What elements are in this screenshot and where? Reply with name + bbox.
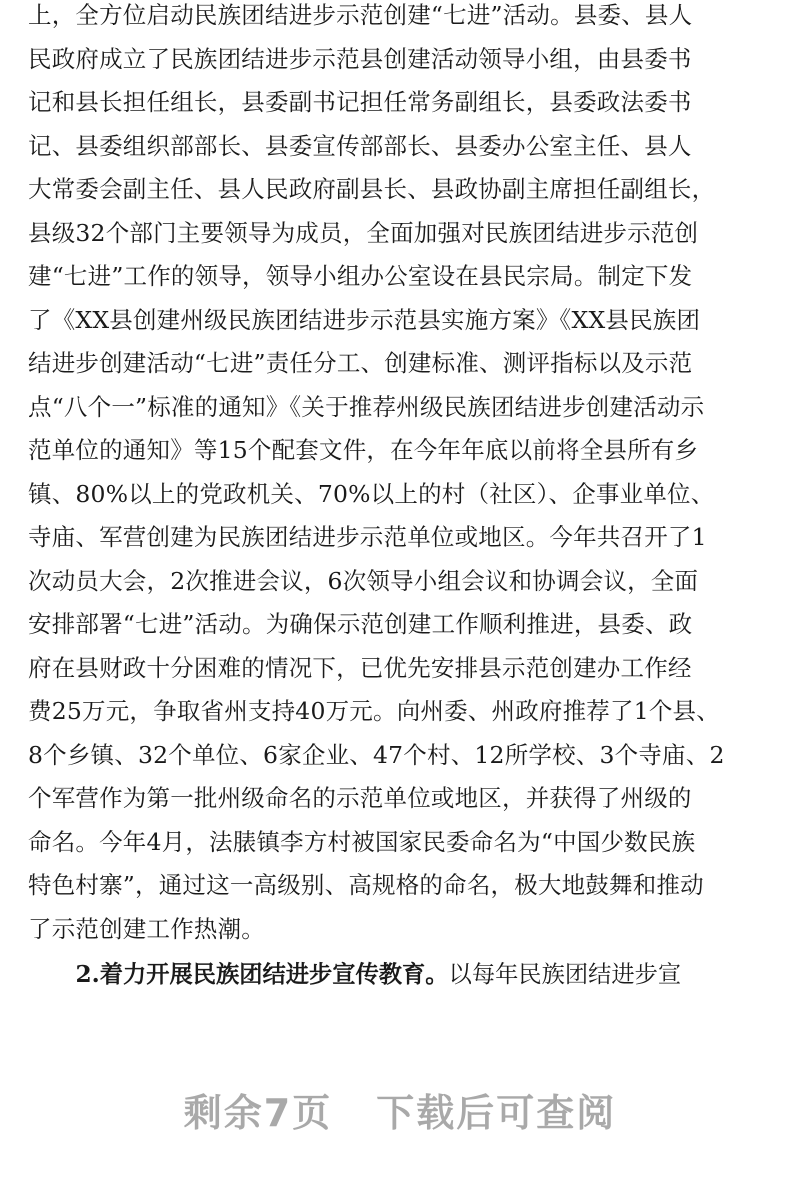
text-line: 安排部署“七进”活动。为确保示范创建工作顺利推进，县委、政 [28, 610, 693, 638]
section-heading: 2.着力开展民族团结进步宣传教育。 [75, 960, 449, 988]
text-line: 记、县委组织部部长、县委宣传部部长、县委办公室主任、县人 [28, 131, 692, 160]
text-line: 了示范创建工作热潮。 [28, 914, 265, 943]
body-paragraph [28, 0, 788, 957]
text-line: 结进步创建活动“七进”责任分工、创建标准、测评指标以及示范 [28, 349, 693, 377]
text-line: 特色村寨”，通过这一高级别、高规格的命名，极大地鼓舞和推动 [28, 871, 704, 899]
text-line: 了《XX县创建州级民族团结进步示范县实施方案》《XX县民族团 [28, 305, 701, 334]
download-to-view-label: 下载后可查阅 [376, 1091, 617, 1135]
text-line: 县级32个部门主要领导为成员，全面加强对民族团结进步示范创 [28, 218, 699, 247]
text-line: 上，全方位启动民族团结进步示范创建“七进”活动。县委、县人 [28, 1, 693, 29]
text-line: 次动员大会，2次推进会议，6次领导小组会议和协调会议，全面 [28, 566, 699, 595]
text-line: 8个乡镇、32个单位、6家企业、47个村、12所学校、3个寺庙、2 [28, 740, 725, 769]
text-line: 寺庙、军营创建为民族团结进步示范单位或地区。今年共召开了1 [28, 523, 707, 551]
text-line: 个军营作为第一批州级命名的示范单位或地区，并获得了州级的 [28, 784, 692, 812]
text-line: 镇、80%以上的党政机关、70%以上的村（社区）、企事业单位、 [28, 479, 715, 508]
text-line: 民政府成立了民族团结进步示范县创建活动领导小组，由县委书 [28, 44, 692, 73]
remaining-pages-label: 剩余7页 [183, 1091, 333, 1135]
text-line: 范单位的通知》等15个配套文件，在今年年底以前将全县所有乡 [28, 436, 699, 464]
text-line: 费25万元，争取省州支持40万元。向州委、州政府推荐了1个县、 [28, 697, 720, 725]
text-line: 建“七进”工作的领导，领导小组办公室设在县民宗局。制定下发 [28, 262, 693, 290]
text-line: 府在县财政十分困难的情况下，已优先安排县示范创建办工作经 [28, 653, 692, 682]
section-text: 以每年民族团结进步宣 [448, 960, 682, 988]
section-paragraph [28, 948, 780, 1000]
download-prompt[interactable] [0, 1082, 800, 1137]
text-line: 命名。今年4月，法脿镇李方村被国家民委命名为“中国少数民族 [28, 827, 696, 856]
text-line: 大常委会副主任、县人民政府副县长、县政协副主席担任副组长， [28, 175, 716, 203]
text-line: 记和县长担任组长，县委副书记担任常务副组长，县委政法委书 [28, 88, 692, 116]
text-line: 点“八个一”标准的通知》《关于推荐州级民族团结进步创建活动示 [28, 392, 705, 421]
